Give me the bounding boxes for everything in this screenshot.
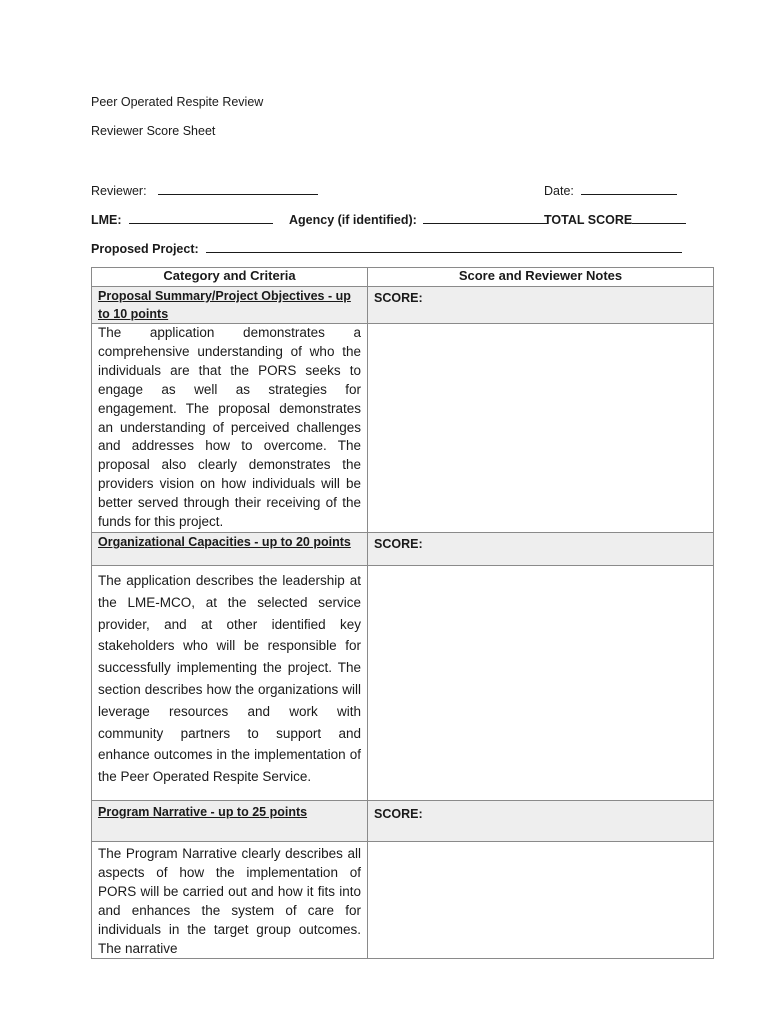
category-column-header: Category and Criteria (92, 268, 368, 287)
lme-field[interactable] (91, 211, 273, 227)
section-title: Organizational Capacities - up to 20 points (98, 534, 351, 549)
lme-label: LME: (91, 213, 122, 227)
score-cell[interactable] (368, 287, 714, 324)
date-field[interactable] (544, 182, 677, 198)
score-label: SCORE: (374, 536, 423, 551)
proposed-project-label: Proposed Project: (91, 242, 199, 256)
criteria-text: The application demonstrates a comprehensive understanding of who the individuals are that the PORS seeks to engage as well as strategies for engagement. The proposal demonstrates an understanding of perceived challenges and addresses how to overcome. The proposal also clearly demonstrates the providers vision on how individuals will be better served through their receiving of the funds for this project. (98, 325, 361, 530)
section-body-row (92, 841, 714, 958)
section-body-row (92, 324, 714, 533)
reviewer-blank[interactable] (158, 182, 318, 195)
score-table (91, 267, 714, 959)
reviewer-label: Reviewer: (91, 184, 147, 198)
agency-field[interactable] (289, 211, 547, 227)
criteria-text: The application describes the leadership at the LME-MCO, at the selected service provider, and at other identified key stakeholders who will be responsible for successfully implementing the project. The section describes how the organizations will leverage resources and work with community partners to support and enhance outcomes in the implementation of the Peer Operated Respite Service. (98, 572, 361, 785)
criteria-text: The Program Narrative clearly describes all aspects of how the implementation of PORS will be carried out and how it fits into and enhances the system of care for individuals in the target group outcomes. The narrative (98, 845, 361, 956)
document-title: Peer Operated Respite Review (91, 95, 264, 109)
agency-label: Agency (if identified): (289, 213, 417, 227)
section-title: Program Narrative - up to 25 points (98, 804, 308, 819)
section-title: Proposal Summary/Project Objectives - up to 10 points (98, 289, 351, 321)
total-score-label: TOTAL SCORE (544, 213, 633, 227)
section-body-row (92, 565, 714, 800)
document-subtitle: Reviewer Score Sheet (91, 124, 216, 138)
agency-blank[interactable] (423, 211, 547, 224)
date-blank[interactable] (581, 182, 677, 195)
section-title-cell (92, 287, 368, 324)
criteria-cell (92, 565, 368, 800)
section-header-row (92, 532, 714, 565)
section-header-row (92, 800, 714, 841)
reviewer-notes-cell[interactable] (368, 324, 714, 533)
total-score-blank[interactable] (632, 211, 686, 224)
proposed-project-field[interactable] (91, 240, 682, 256)
section-title-cell (92, 800, 368, 841)
score-cell[interactable] (368, 532, 714, 565)
reviewer-notes-cell[interactable] (368, 565, 714, 800)
section-header-row (92, 287, 714, 324)
reviewer-field[interactable] (91, 182, 318, 198)
notes-column-header: Score and Reviewer Notes (368, 268, 714, 287)
lme-blank[interactable] (129, 211, 273, 224)
date-label: Date: (544, 184, 574, 198)
reviewer-notes-cell[interactable] (368, 841, 714, 958)
score-cell[interactable] (368, 800, 714, 841)
section-title-cell (92, 532, 368, 565)
proposed-project-blank[interactable] (206, 240, 682, 253)
score-label: SCORE: (374, 806, 423, 821)
table-header-row (92, 268, 714, 287)
total-score-field[interactable] (544, 211, 686, 227)
score-label: SCORE: (374, 291, 423, 305)
criteria-cell (92, 324, 368, 533)
criteria-cell (92, 841, 368, 958)
